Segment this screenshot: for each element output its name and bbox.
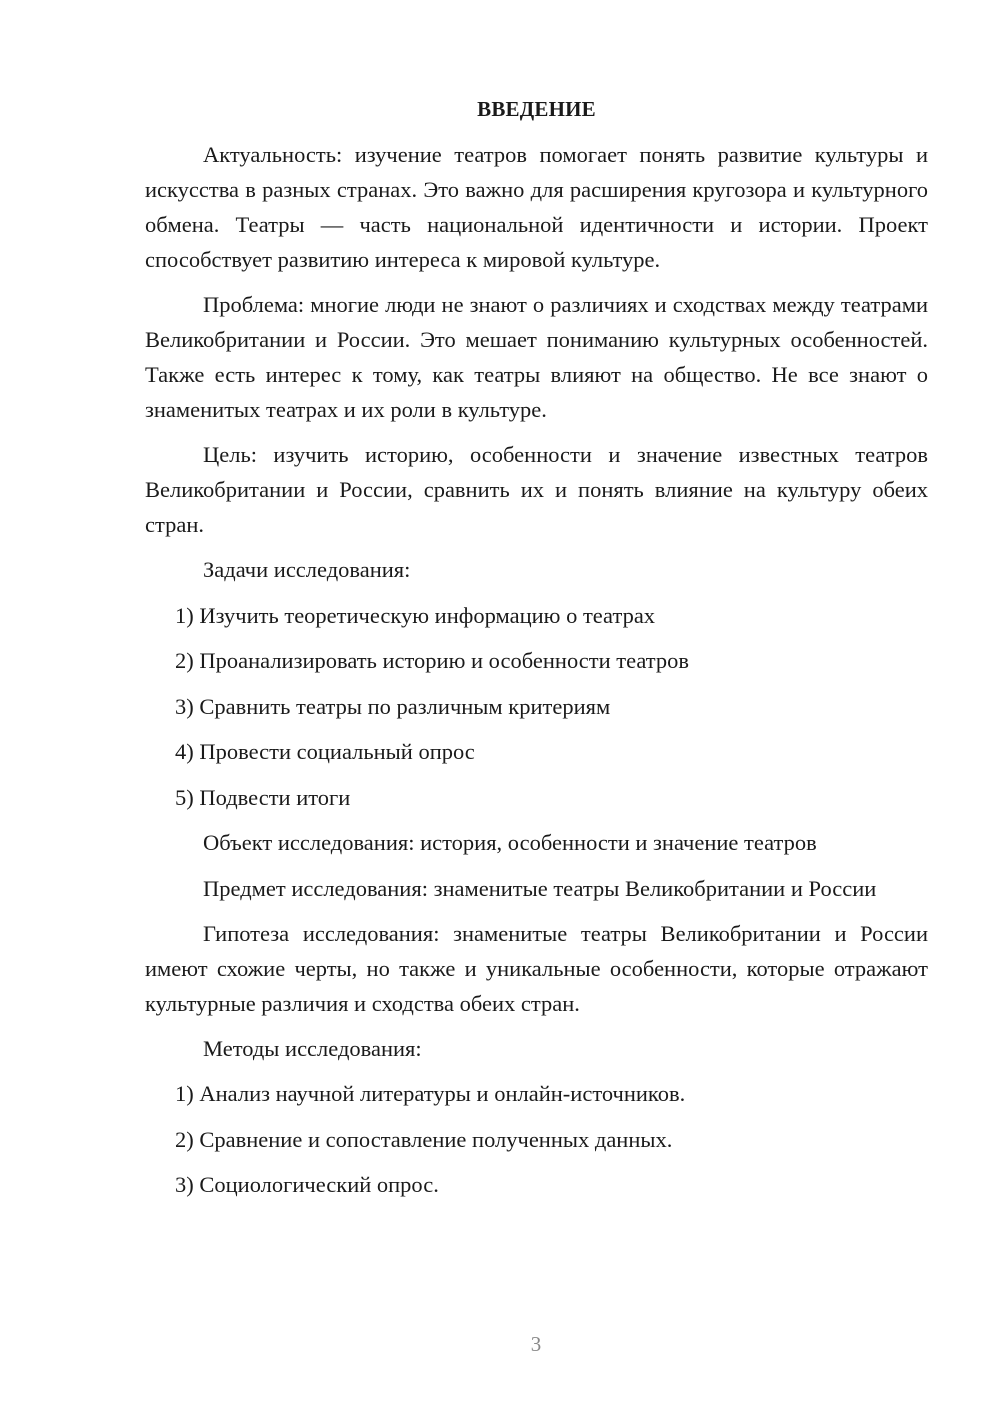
task-item: 1) Изучить теоретическую информацию о театрах — [175, 602, 656, 628]
subject-paragraph: Предмет исследования: знаменитые театры Великобритании и России — [203, 875, 877, 901]
goal-paragraph: Цель: изучить историю, особенности и значение известных театров Великобритании и России, сравнить их и понять влияние на культуру обеих стран. — [145, 442, 928, 537]
method-item: 2) Сравнение и сопоставление полученных данных. — [175, 1126, 673, 1152]
problem-paragraph: Проблема: многие люди не знают о различиях и сходствах между театрами Великобритании и России. Это мешает пониманию культурных особенностей. Также есть интерес к тому, как театры влияют на общество. Не все знают о знаменитых театрах и их роли в культуре. — [145, 292, 928, 422]
relevance-paragraph: Актуальность: изучение театров помогает понять развитие культуры и искусства в разных странах. Это важно для расширения кругозора и культурного обмена. Театры — часть национальной идентичности и истории. Проект способствует развитию интереса к мировой культуре. — [145, 142, 928, 272]
method-item: 1) Анализ научной литературы и онлайн-источников. — [175, 1081, 686, 1106]
task-item: 4) Провести социальный опрос — [175, 739, 475, 764]
hypothesis-paragraph: Гипотеза исследования: знаменитые театры Великобритании и России имеют схожие черты, но также и уникальные особенности, которые отражают культурные различия и сходства обеих стран. — [145, 920, 928, 1016]
section-heading: ВВЕДЕНИЕ — [477, 97, 596, 121]
tasks-title: Задачи исследования: — [203, 557, 411, 582]
page-number: 3 — [530, 1332, 542, 1356]
task-item: 3) Сравнить театры по различным критериям — [175, 693, 611, 719]
method-item: 3) Социологический опрос. — [175, 1172, 439, 1197]
document-page — [145, 92, 928, 1213]
task-item: 5) Подвести итоги — [175, 784, 351, 810]
object-line: Объект исследования: история, особенности и значение театров — [203, 830, 817, 855]
task-item: 2) Проанализировать историю и особенности театров — [175, 648, 689, 673]
methods-title: Методы исследования: — [203, 1035, 422, 1061]
